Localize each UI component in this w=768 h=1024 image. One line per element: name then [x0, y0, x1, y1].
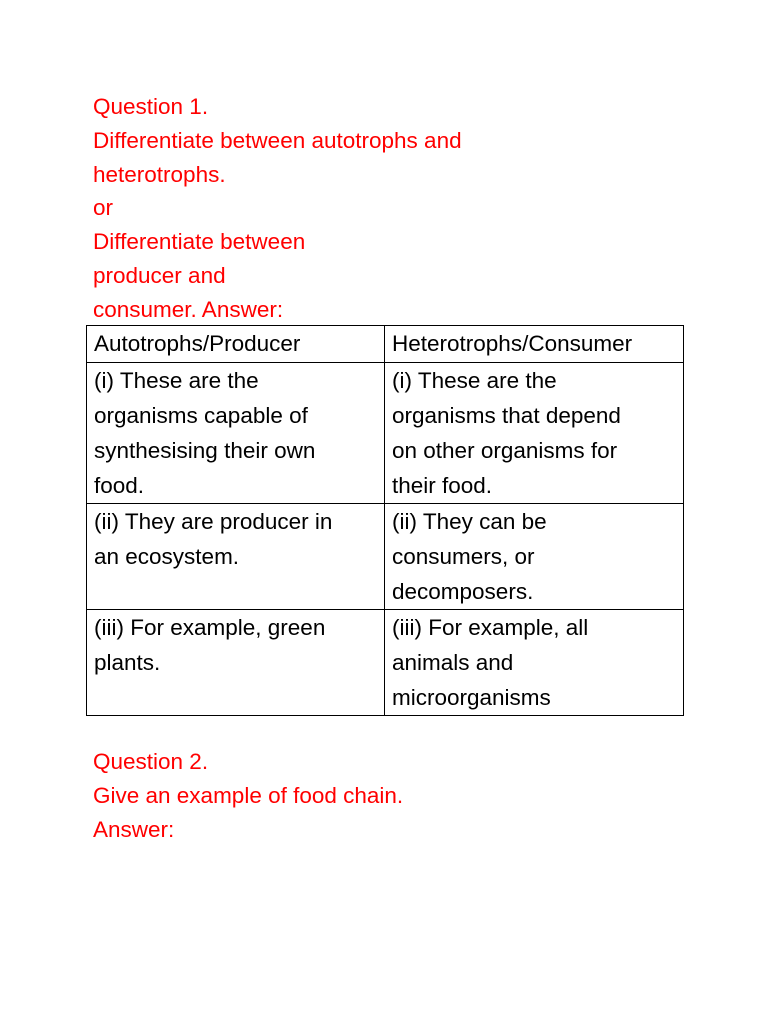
table-cell-heterotroph [385, 610, 684, 716]
question-1-answer-label: consumer. Answer: [93, 296, 284, 322]
question-1-alt-text-line: producer and [93, 262, 226, 288]
cell-text-line: (iii) For example, green [94, 615, 326, 640]
cell-text-line: food. [94, 473, 145, 498]
cell-text-line: (ii) They are producer in [94, 509, 333, 534]
table-cell-autotroph [87, 504, 385, 610]
question-1-text-line: heterotrophs. [93, 161, 226, 187]
question-1-text-line: Differentiate between autotrophs and [93, 127, 462, 153]
cell-text-line: consumers, or [392, 544, 535, 569]
cell-text-line: synthesising their own [94, 438, 316, 463]
cell-text-line: (i) These are the [94, 368, 259, 393]
comparison-table [86, 325, 684, 716]
cell-text-line: microorganisms [392, 685, 551, 710]
question-1-heading: Question 1. [93, 94, 209, 119]
question-2-block [93, 745, 693, 846]
question-2-answer-label: Answer: [93, 816, 175, 842]
table-cell-heterotroph [385, 504, 684, 610]
cell-text-line: organisms capable of [94, 403, 308, 428]
question-2-heading: Question 2. [93, 749, 209, 774]
table-row [87, 363, 684, 504]
cell-text-line: animals and [392, 650, 514, 675]
cell-text-line: (ii) They can be [392, 509, 547, 534]
table-row [87, 504, 684, 610]
header-autotrophs: Autotrophs/Producer [87, 326, 385, 363]
table-cell-heterotroph [385, 363, 684, 504]
cell-text-line: an ecosystem. [94, 544, 240, 569]
table-cell-autotroph [87, 363, 385, 504]
question-2-text-line: Give an example of food chain. [93, 782, 404, 808]
cell-text-line: their food. [392, 473, 493, 498]
cell-text-line: (i) These are the [392, 368, 557, 393]
cell-text-line: decomposers. [392, 579, 534, 604]
table-row [87, 610, 684, 716]
cell-text-line: on other organisms for [392, 438, 618, 463]
cell-text-line: plants. [94, 650, 161, 675]
cell-text-line: (iii) For example, all [392, 615, 589, 640]
table-header-row [87, 326, 684, 363]
question-1-block [93, 90, 693, 327]
cell-text-line: organisms that depend [392, 403, 621, 428]
question-1-or: or [93, 195, 114, 221]
header-heterotrophs: Heterotrophs/Consumer [385, 326, 684, 363]
question-1-alt-text-line: Differentiate between [93, 229, 306, 255]
table-cell-autotroph [87, 610, 385, 716]
